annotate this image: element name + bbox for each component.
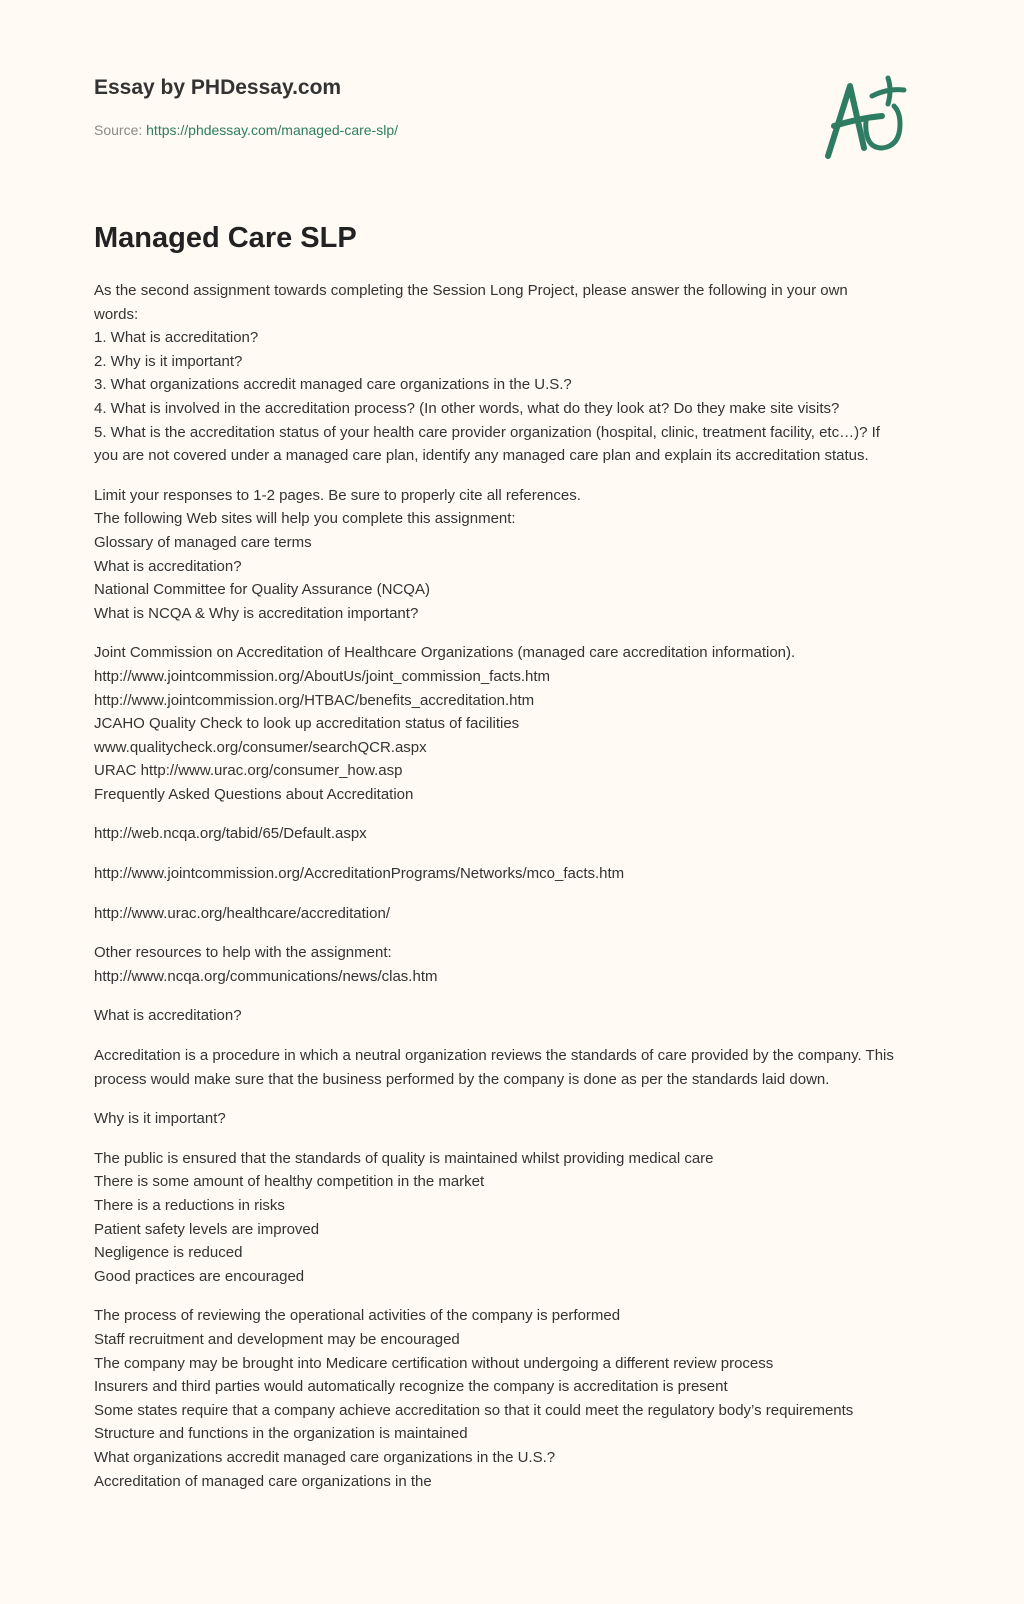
- essay-paragraph: [94, 1044, 894, 1091]
- paragraph-line: What is accreditation?: [94, 557, 242, 575]
- paragraph-line: Limit your responses to 1-2 pages. Be sure to properly cite all references.: [94, 486, 581, 504]
- essay-paragraph: [94, 822, 894, 846]
- paragraph-line: What is accreditation?: [94, 1007, 242, 1025]
- paragraph-line: Insurers and third parties would automatically recognize the company is accreditation is present: [94, 1378, 728, 1396]
- paragraph-line: The company may be brought into Medicare certification without undergoing a different review process: [94, 1354, 774, 1372]
- paragraph-line: The following Web sites will help you complete this assignment:: [94, 510, 516, 528]
- paragraph-line: http://www.ncqa.org/communications/news/clas.htm: [94, 967, 438, 985]
- source-label: Source:: [94, 122, 143, 138]
- essay-paragraph: [94, 902, 894, 926]
- paragraph-line: JCAHO Quality Check to look up accreditation status of facilities: [94, 715, 520, 733]
- paragraph-line: There is some amount of healthy competition in the market: [94, 1173, 485, 1191]
- paragraph-line: Other resources to help with the assignment:: [94, 944, 392, 962]
- paragraph-line: There is a reductions in risks: [94, 1197, 285, 1214]
- paragraph-line: Glossary of managed care terms: [94, 533, 312, 551]
- essay-paragraph: [94, 941, 894, 988]
- source-line: [94, 122, 398, 138]
- paragraph-line: www.qualitycheck.org/consumer/searchQCR.aspx: [94, 738, 427, 756]
- essay-paragraph: [94, 484, 894, 626]
- paragraph-line: As the second assignment towards completing the Session Long Project, please answer the following in your own words:: [94, 282, 848, 323]
- paragraph-line: http://www.jointcommission.org/AboutUs/joint_commission_facts.htm: [94, 667, 551, 685]
- paragraph-line: 5. What is the accreditation status of your health care provider organization (hospital, clinic, treatment facility, etc…)? If you are not covered under a managed care plan, identify any managed care plan and explain its accreditation status.: [94, 423, 880, 465]
- paragraph-line: 4. What is involved in the accreditation process? (In other words, what do they look at? Do they make site visits?: [94, 399, 840, 417]
- essay-paragraph: [94, 1107, 894, 1131]
- paragraph-line: The public is ensured that the standards of quality is maintained whilst providing medical care: [94, 1149, 714, 1167]
- paragraph-line: http://www.jointcommission.org/HTBAC/benefits_accreditation.htm: [94, 691, 535, 709]
- a-plus-logo-icon: [820, 70, 920, 170]
- page-title: Managed Care SLP: [94, 222, 357, 254]
- paragraph-line: 2. Why is it important?: [94, 352, 243, 370]
- source-link[interactable]: https://phdessay.com/managed-care-slp/: [146, 122, 399, 138]
- essay-paragraph: [94, 1147, 894, 1289]
- essay-paragraph: [94, 1004, 894, 1028]
- paragraph-line: 1. What is accreditation?: [94, 329, 259, 347]
- paragraph-line: Negligence is reduced: [94, 1244, 243, 1262]
- paragraph-line: http://www.jointcommission.org/AccreditationPrograms/Networks/mco_facts.htm: [94, 865, 625, 883]
- essay-paragraph: [94, 862, 894, 886]
- essay-paragraph: [94, 279, 894, 468]
- paragraph-line: http://www.urac.org/healthcare/accreditation/: [94, 904, 390, 922]
- paragraph-line: Accreditation is a procedure in which a neutral organization reviews the standards of care provided by the company. This process would make sure that the business performed by the company is done as per the standards laid down.: [94, 1047, 894, 1088]
- paragraph-line: Frequently Asked Questions about Accreditation: [94, 785, 414, 803]
- paragraph-line: Patient safety levels are improved: [94, 1220, 320, 1238]
- paragraph-line: Accreditation of managed care organizations in the: [94, 1472, 432, 1490]
- paragraph-line: Structure and functions in the organization is maintained: [94, 1425, 468, 1443]
- paragraph-line: National Committee for Quality Assurance (NCQA): [94, 581, 430, 599]
- paragraph-line: Good practices are encouraged: [94, 1267, 305, 1285]
- essay-paragraph: [94, 641, 894, 806]
- paragraph-line: URAC http://www.urac.org/consumer_how.asp: [94, 762, 403, 780]
- paragraph-line: The process of reviewing the operational activities of the company is performed: [94, 1307, 621, 1325]
- paragraph-line: http://web.ncqa.org/tabid/65/Default.aspx: [94, 825, 367, 843]
- paragraph-line: Staff recruitment and development may be encouraged: [94, 1330, 460, 1348]
- paragraph-line: What organizations accredit managed care organizations in the U.S.?: [94, 1448, 556, 1466]
- paragraph-line: 3. What organizations accredit managed care organizations in the U.S.?: [94, 376, 572, 394]
- site-title: Essay by PHDessay.com: [94, 76, 342, 99]
- paragraph-line: Some states require that a company achieve accreditation so that it could meet the regulatory body’s requirements: [94, 1401, 854, 1419]
- paragraph-line: Joint Commission on Accreditation of Healthcare Organizations (managed care accreditation information).: [94, 644, 796, 662]
- paragraph-line: What is NCQA & Why is accreditation important?: [94, 604, 419, 622]
- paragraph-line: Why is it important?: [94, 1110, 226, 1128]
- essay-body: [94, 279, 894, 1509]
- essay-paragraph: [94, 1304, 894, 1493]
